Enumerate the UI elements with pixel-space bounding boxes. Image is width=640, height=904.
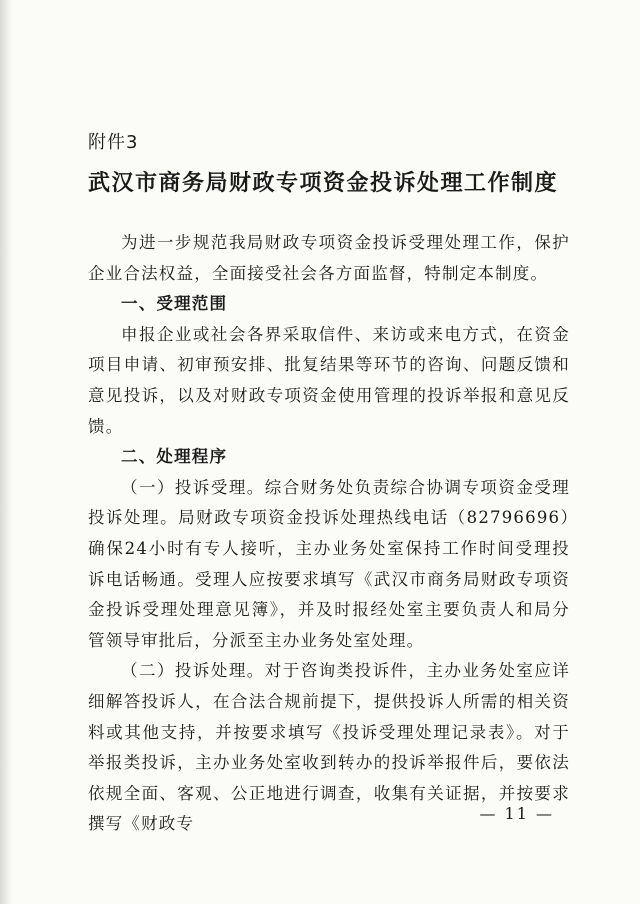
complaint-handling-paragraph: （二）投诉处理。对于咨询类投诉件，主办业务处室应详细解答投诉人，在合法合规前提下，提供投诉人所需的相关资料或其他支持，并按要求填写《投诉受理处理记录表》。对于举报类投诉，主办业务处室收到转办的投诉举报件后，要依法依规全面、客观、公正地进行调查，收集有关证据，并按要求撰写《财政专 bbox=[88, 661, 570, 834]
section-heading-procedure: 二、处理程序 bbox=[121, 447, 228, 467]
attachment-label: 附件3 bbox=[88, 132, 139, 153]
complaint-acceptance-paragraph: （一）投诉受理。综合财务处负责综合协调专项资金受理投诉处理。局财政专项资金投诉处理热线电话（82796696）确保24小时有专人接听，主办业务处室保持工作时间受理投诉电话畅通。受理人应按要求填写《武汉市商务局财政专项资金投诉受理处理意见簿》，并及时报经处室主要负责人和局分管领导审批后，分派至主办业务处室处理。 bbox=[88, 477, 570, 650]
scope-paragraph: 申报企业或社会各界采取信件、来访或来电方式，在资金项目申请、初审预安排、批复结果等环节的咨询、问题反馈和意见投诉，以及对财政专项资金使用管理的投诉举报和意见反馈。 bbox=[88, 324, 570, 436]
intro-paragraph: 为进一步规范我局财政专项资金投诉受理处理工作，保护企业合法权益，全面接受社会各方面监督，特制定本制度。 bbox=[88, 233, 570, 283]
page-number: — 11 — bbox=[479, 804, 554, 823]
scan-shadow bbox=[0, 0, 12, 904]
document-title: 武汉市商务局财政专项资金投诉处理工作制度 bbox=[88, 171, 559, 196]
document-body bbox=[88, 228, 570, 840]
section-heading-scope: 一、受理范围 bbox=[121, 294, 228, 314]
